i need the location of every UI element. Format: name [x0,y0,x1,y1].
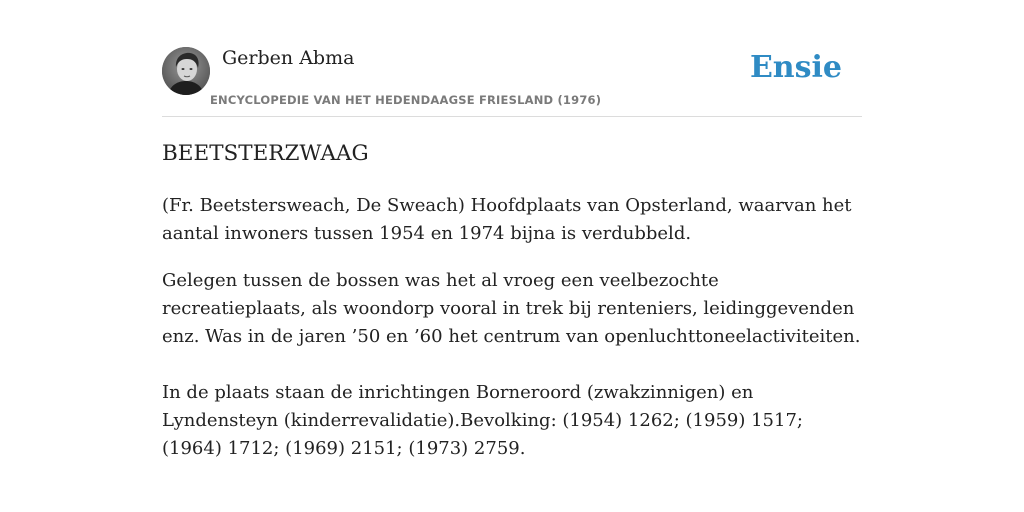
source-title[interactable]: ENCYCLOPEDIE VAN HET HEDENDAAGSE FRIESLAND (1976) [210,93,602,107]
article-paragraph: (Fr. Beetstersweach, De Sweach) Hoofdplaats van Opsterland, waarvan het aantal inwoners tussen 1954 en 1974 bijna is verdubbeld. [162,195,852,244]
author-avatar[interactable] [162,47,210,95]
article-paragraph: Gelegen tussen de bossen was het al vroeg een veelbezochte recreatieplaats, als woondorp vooral in trek bij renteniers, leidinggevenden enz. Was in de jaren ’50 en ’60 het centrum van openluchttoneelactiviteiten. [162,270,861,347]
ensie-logo[interactable]: Ensie [749,50,842,85]
article-paragraph: In de plaats staan de inrichtingen Borneroord (zwakzinnigen) en Lyndensteyn (kinderrevalidatie).Bevolking: (1954) 1262; (1959) 1517; (1964) 1712; (1969) 2151; (1973) 2759. [162,382,803,459]
article-title: BEETSTERZWAAG [162,141,369,166]
article-header [162,46,862,117]
author-portrait-icon [162,47,210,95]
author-name[interactable]: Gerben Abma [222,47,355,69]
